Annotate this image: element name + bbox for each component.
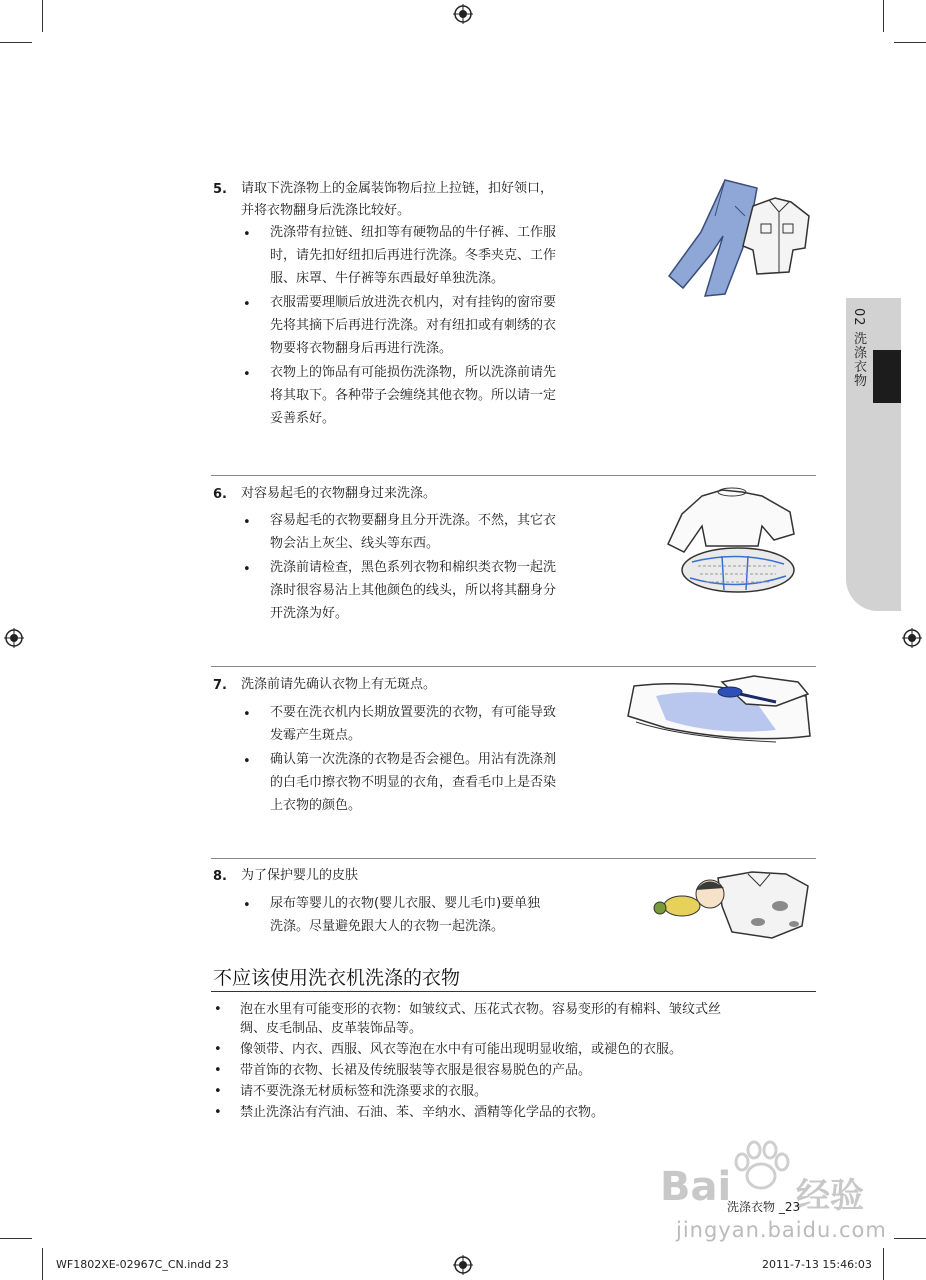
bullet-icon: • <box>243 367 251 382</box>
bullet-line: 物会沾上灰尘、线头等东西。 <box>270 536 440 551</box>
jeans-shirt-illustration <box>665 176 815 304</box>
bullet-line: 涤时很容易沾上其他颜色的线头，所以将其翻身分 <box>270 583 557 598</box>
registration-mark-icon <box>453 4 473 24</box>
list-item-line: 泡在水里有可能变形的衣物：如皱纹式、压花式衣物。容易变形的有棉料、皱纹式丝 <box>240 1002 722 1017</box>
bullet-line: 不要在洗衣机内长期放置要洗的衣物，有可能导致 <box>270 705 557 720</box>
list-item-line: 禁止洗涤沾有汽油、石油、苯、辛纳水、酒精等化学品的衣物。 <box>240 1105 605 1120</box>
bullet-line: 确认第一次洗涤的衣物是否会褪色。用沾有洗涤剂 <box>270 752 557 767</box>
registration-mark-icon <box>4 628 24 648</box>
bullet-line: 洗涤带有拉链、纽扣等有硬物品的牛仔裤、工作服 <box>270 225 557 240</box>
bullet-line: 的白毛巾擦衣物不明显的衣角，查看毛巾上是否染 <box>270 775 557 790</box>
print-date: 2011-7-13 15:46:03 <box>762 1258 872 1271</box>
crop-mark <box>42 1248 43 1280</box>
crop-mark <box>883 1248 884 1280</box>
bullet-line: 时，请先扣好纽扣后再进行洗涤。冬季夹克、工作 <box>270 248 557 263</box>
print-file-name: WF1802XE-02967C_CN.indd 23 <box>56 1258 229 1271</box>
section-number: 8. <box>213 869 227 884</box>
bullet-line: 妥善系好。 <box>270 411 336 426</box>
bullet-line: 洗涤。尽量避免跟大人的衣物一起洗涤。 <box>270 919 505 934</box>
list-item-line: 像领带、内衣、西服、风衣等泡在水中有可能出现明显收缩，或褪色的衣服。 <box>240 1042 683 1057</box>
bullet-line: 开洗涤为好。 <box>270 606 349 621</box>
stain-check-illustration <box>626 672 816 752</box>
paw-watermark-icon <box>728 1140 794 1194</box>
section-number: 7. <box>213 678 227 693</box>
bullet-line: 物要将衣物翻身后再进行洗涤。 <box>270 341 453 356</box>
bullet-line: 衣服需要理顺后放进洗衣机内，对有挂钩的窗帘要 <box>270 295 557 310</box>
bullet-line: 发霉产生斑点。 <box>270 728 362 743</box>
bullet-line: 洗涤前请检查，黑色系列衣物和棉织类衣物一起洗 <box>270 560 557 575</box>
section-title: 对容易起毛的衣物翻身过来洗涤。 <box>241 486 437 501</box>
chapter-tab-marker <box>873 350 901 403</box>
section-title: 请取下洗涤物上的金属装饰物后拉上拉链，扣好领口， <box>241 181 554 196</box>
section-heading: 不应该使用洗衣机洗涤的衣物 <box>213 967 461 989</box>
list-item-line: 请不要洗涤无材质标签和洗涤要求的衣服。 <box>240 1084 488 1099</box>
chapter-tab-label: 02 洗涤衣物 <box>851 308 866 388</box>
watermark-brand-cn: 经验 <box>796 1176 864 1216</box>
bullet-icon: • <box>243 515 251 530</box>
crop-mark <box>894 1238 926 1239</box>
bullet-icon: • <box>243 707 251 722</box>
crop-mark <box>0 1238 32 1239</box>
section-title: 为了保护婴儿的皮肤 <box>241 868 359 883</box>
registration-mark-icon <box>902 628 922 648</box>
bullet-icon: • <box>214 1084 222 1099</box>
section-divider <box>211 666 816 667</box>
section-number: 6. <box>213 487 227 502</box>
bullet-icon: • <box>243 754 251 769</box>
bullet-line: 先将其摘下后再进行洗涤。对有纽扣或有刺绣的衣 <box>270 318 557 333</box>
registration-mark-icon <box>453 1255 473 1275</box>
list-item-line: 带首饰的衣物、长裙及传统服装等衣服是很容易脱色的产品。 <box>240 1063 592 1078</box>
list-item-line: 绸、皮毛制品、皮革装饰品等。 <box>240 1021 423 1036</box>
section-divider <box>211 475 816 476</box>
bullet-icon: • <box>243 898 251 913</box>
section-divider <box>211 858 816 859</box>
section-title: 洗涤前请先确认衣物上有无斑点。 <box>241 677 437 692</box>
sweater-illustration <box>662 486 802 598</box>
bullet-line: 上衣物的颜色。 <box>270 798 362 813</box>
watermark-url: jingyan.baidu.com <box>676 1218 887 1242</box>
crop-mark <box>42 0 43 32</box>
watermark-brand: Bai <box>660 1164 732 1210</box>
bullet-icon: • <box>243 297 251 312</box>
crop-mark <box>883 0 884 32</box>
crop-mark <box>894 42 926 43</box>
bullet-line: 衣物上的饰品有可能损伤洗涤物，所以洗涤前请先 <box>270 365 557 380</box>
bullet-icon: • <box>243 562 251 577</box>
crop-mark <box>0 42 32 43</box>
bullet-line: 服、床罩、牛仔裤等东西最好单独洗涤。 <box>270 271 505 286</box>
page-number: 洗涤衣物 _23 <box>727 1200 801 1214</box>
bullet-icon: • <box>214 1063 222 1078</box>
section-number: 5. <box>213 182 227 197</box>
bullet-line: 容易起毛的衣物要翻身且分开洗涤。不然，其它衣 <box>270 513 557 528</box>
bullet-icon: • <box>214 1002 222 1017</box>
bullet-line: 将其取下。各种带子会缠绕其他衣物。所以请一定 <box>270 388 557 403</box>
bullet-line: 尿布等婴儿的衣物(婴儿衣服、婴儿毛巾)要单独 <box>270 896 541 911</box>
heading-rule <box>211 991 816 992</box>
bullet-icon: • <box>214 1042 222 1057</box>
section-title: 并将衣物翻身后洗涤比较好。 <box>241 203 411 218</box>
baby-clothes-illustration <box>652 866 816 944</box>
bullet-icon: • <box>243 227 251 242</box>
bullet-icon: • <box>214 1105 222 1120</box>
